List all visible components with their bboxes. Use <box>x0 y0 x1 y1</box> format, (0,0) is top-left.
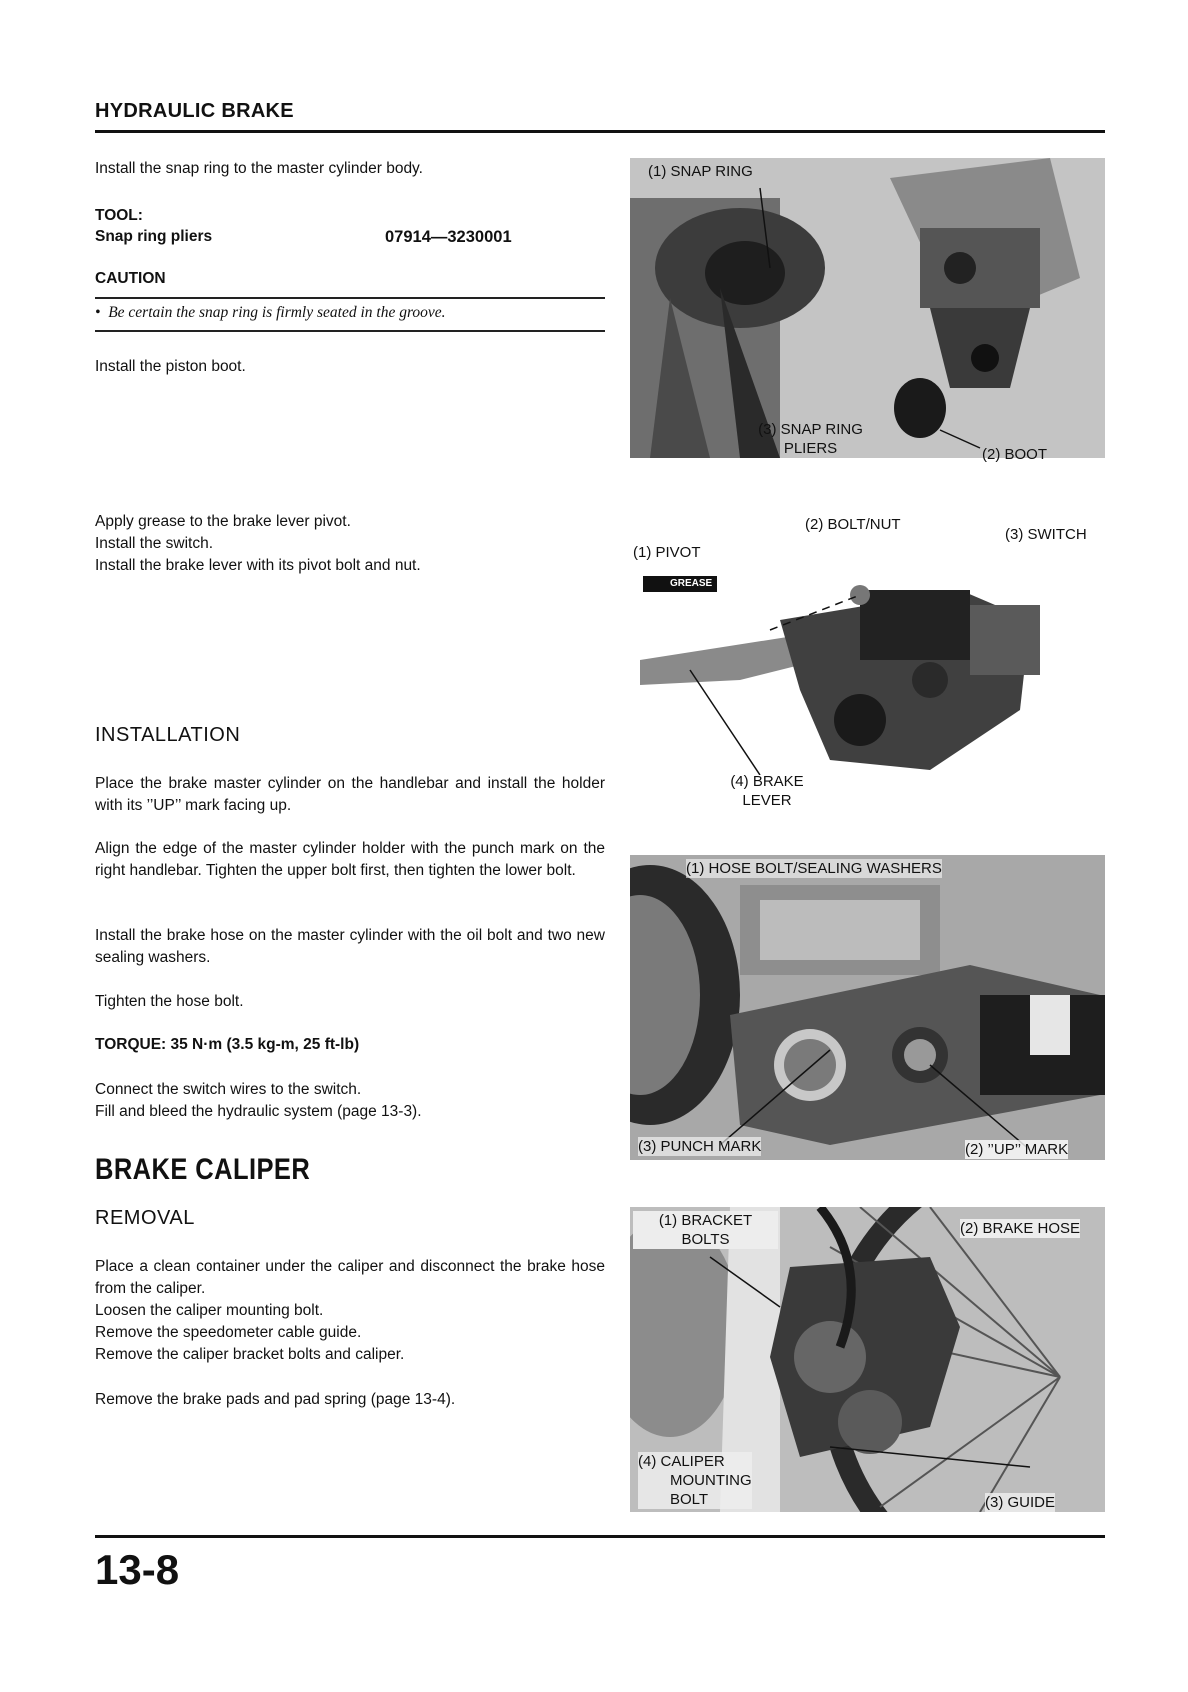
installation-paragraph-5b: Fill and bleed the hydraulic system (page 13-3). <box>95 1103 422 1120</box>
removal-paragraph-2: Remove the brake pads and pad spring (page 13-4). <box>95 1391 456 1408</box>
hose-bolt-photo <box>630 855 1105 1160</box>
install-lever-instruction: Install the brake lever with its pivot bolt and nut. <box>95 557 421 574</box>
caution-top-rule <box>95 297 605 299</box>
pivot-callout: (1) PIVOT <box>633 544 701 561</box>
snap-ring-photo <box>630 158 1105 458</box>
footer-rule <box>95 1535 1105 1538</box>
snap-ring-pliers-line1: (3) SNAP RING <box>758 421 863 438</box>
boot-callout: (2) BOOT <box>982 446 1048 463</box>
hose-bolt-callout: (1) HOSE BOLT/SEALING WASHERS <box>686 860 942 877</box>
installation-paragraph-5a: Connect the switch wires to the switch. <box>95 1081 362 1098</box>
tool-number: 07914—3230001 <box>385 228 512 246</box>
header-rule <box>95 130 1105 133</box>
piston-boot-instruction: Install the piston boot. <box>95 358 246 375</box>
snap-ring-pliers-callout <box>738 420 883 458</box>
torque-spec: TORQUE: 35 N·m (3.5 kg-m, 25 ft-lb) <box>95 1036 360 1053</box>
switch-callout: (3) SWITCH <box>1005 526 1087 543</box>
removal-paragraph-1: Place a clean container under the caliper and disconnect the brake hose from the caliper. <box>95 1258 605 1297</box>
bracket-bolts-line1: (1) BRACKET <box>658 1212 753 1229</box>
snap-ring-pliers-line2: PLIERS <box>783 440 838 457</box>
bracket-bolts-line2: BOLTS <box>681 1231 730 1248</box>
brake-lever-photo <box>630 560 1105 775</box>
caliper-mounting-bolt-line2: MOUNTING <box>670 1472 752 1489</box>
brake-lever-callout <box>712 772 822 810</box>
page-header-title: HYDRAULIC BRAKE <box>95 100 294 122</box>
removal-heading: REMOVAL <box>95 1207 195 1229</box>
grease-symbol: GREASE <box>643 576 717 592</box>
caution-bullet: • <box>95 304 109 321</box>
caution-bottom-rule <box>95 330 605 332</box>
grease-pivot-instruction: Apply grease to the brake lever pivot. <box>95 513 351 530</box>
brake-hose-callout: (2) BRAKE HOSE <box>960 1220 1081 1237</box>
caliper-mounting-bolt-line1: (4) CALIPER <box>638 1453 725 1470</box>
tool-heading: TOOL: <box>95 207 143 224</box>
caliper-mounting-bolt-callout <box>638 1452 752 1509</box>
removal-step-3: Remove the caliper bracket bolts and caliper. <box>95 1346 405 1363</box>
page-number: 13-8 <box>95 1546 180 1593</box>
bolt-nut-callout: (2) BOLT/NUT <box>805 516 901 533</box>
brake-lever-line1: (4) BRAKE <box>730 773 804 790</box>
bracket-bolts-callout <box>633 1211 778 1249</box>
brake-lever-line2: LEVER <box>742 792 792 809</box>
installation-paragraph-1: Place the brake master cylinder on the handlebar and install the holder with its ’’UP’’ mark facing up. <box>95 775 605 814</box>
installation-paragraph-4: Tighten the hose bolt. <box>95 993 244 1010</box>
up-mark-callout: (2) ’’UP’’ MARK <box>965 1141 1069 1158</box>
removal-step-1: Loosen the caliper mounting bolt. <box>95 1302 324 1319</box>
caliper-mounting-bolt-line3: BOLT <box>670 1491 709 1508</box>
removal-step-2: Remove the speedometer cable guide. <box>95 1324 362 1341</box>
snap-ring-callout: (1) SNAP RING <box>648 163 753 180</box>
punch-mark-callout: (3) PUNCH MARK <box>638 1138 762 1155</box>
caution-note <box>95 302 446 324</box>
snap-ring-instruction: Install the snap ring to the master cylinder body. <box>95 160 423 177</box>
caution-text: Be certain the snap ring is firmly seated in the groove. <box>108 304 446 321</box>
installation-paragraph-3: Install the brake hose on the master cylinder with the oil bolt and two new sealing washers. <box>95 927 605 966</box>
tool-name: Snap ring pliers <box>95 228 213 245</box>
caution-heading: CAUTION <box>95 270 166 287</box>
install-switch-instruction: Install the switch. <box>95 535 214 552</box>
guide-callout: (3) GUIDE <box>985 1494 1056 1511</box>
brake-caliper-heading: BRAKE CALIPER <box>95 1153 311 1186</box>
installation-paragraph-2: Align the edge of the master cylinder holder with the punch mark on the right handlebar. Tighten the upper bolt first, then tighten the lower bolt. <box>95 840 605 879</box>
installation-heading: INSTALLATION <box>95 724 241 746</box>
